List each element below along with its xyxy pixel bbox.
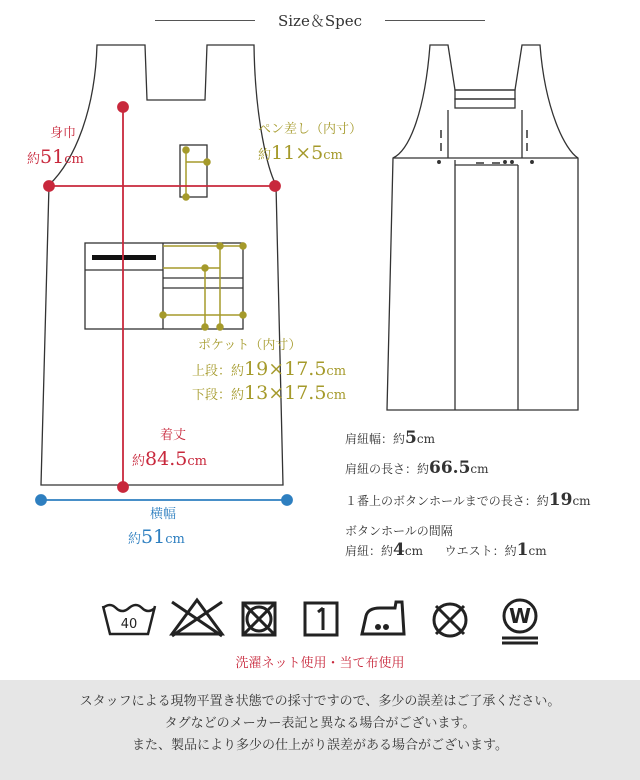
notice-line-3: また、製品により多少の仕上がり誤差がある場合がございます。 [132,738,508,753]
width-measure [36,495,292,505]
spec-interval-values: 肩紐：約4cm ウエスト：約1cm [345,540,547,560]
chest-measure [44,181,280,191]
pen-label: ペン差し（内寸） [258,122,363,137]
no-dry-clean-icon [434,604,466,636]
wash-temp: 40 [120,617,138,632]
spec-interval-title: ボタンホールの間隔 [345,524,453,538]
width-label: 横幅 [150,507,177,522]
chest-label: 身巾 [50,126,77,141]
spec-top-buttonhole: １番上のボタンホールまでの長さ：約19cm [345,490,591,510]
notice-line-2: タグなどのメーカー表記と異なる場合がございます。 [164,716,476,731]
pocket-upper-value: 上段：約19×17.5cm [192,358,347,380]
pen-value: 約11×5cm [258,142,343,164]
pocket-lower-value: 下段：約13×17.5cm [192,382,347,404]
no-bleach-icon [172,600,222,636]
length-label: 着丈 [160,428,187,443]
back-apron-outline [387,45,578,410]
chest-value: 約51cm [27,146,84,168]
notice-box [0,680,640,780]
front-apron-outline [41,45,283,485]
wet-clean-icon [502,600,538,643]
no-tumble-dry-icon [243,603,275,635]
length-value: 約84.5cm [132,448,207,470]
pocket-stitch-mark [92,255,156,260]
pocket-label: ポケット（内寸） [198,338,302,353]
pen-measure [183,147,210,200]
wet-clean-letter: W [508,604,532,628]
care-symbols [0,590,640,650]
care-note: 洗濯ネット使用・当て布使用 [235,656,405,671]
iron-icon [362,602,404,634]
spec-strap-length: 肩紐の長さ：約66.5cm [345,458,489,478]
width-value: 約51cm [128,526,185,548]
spec-strap-width: 肩紐幅：約5cm [345,428,435,448]
length-measure [118,102,128,492]
section-title: Size＆Spec [277,12,362,30]
drip-dry-icon [305,603,337,635]
wash-40-icon [103,605,155,634]
notice-line-1: スタッフによる現物平置き状態での採寸ですので、多少の誤差はご了承ください。 [79,694,561,709]
pocket-measure [160,243,246,330]
